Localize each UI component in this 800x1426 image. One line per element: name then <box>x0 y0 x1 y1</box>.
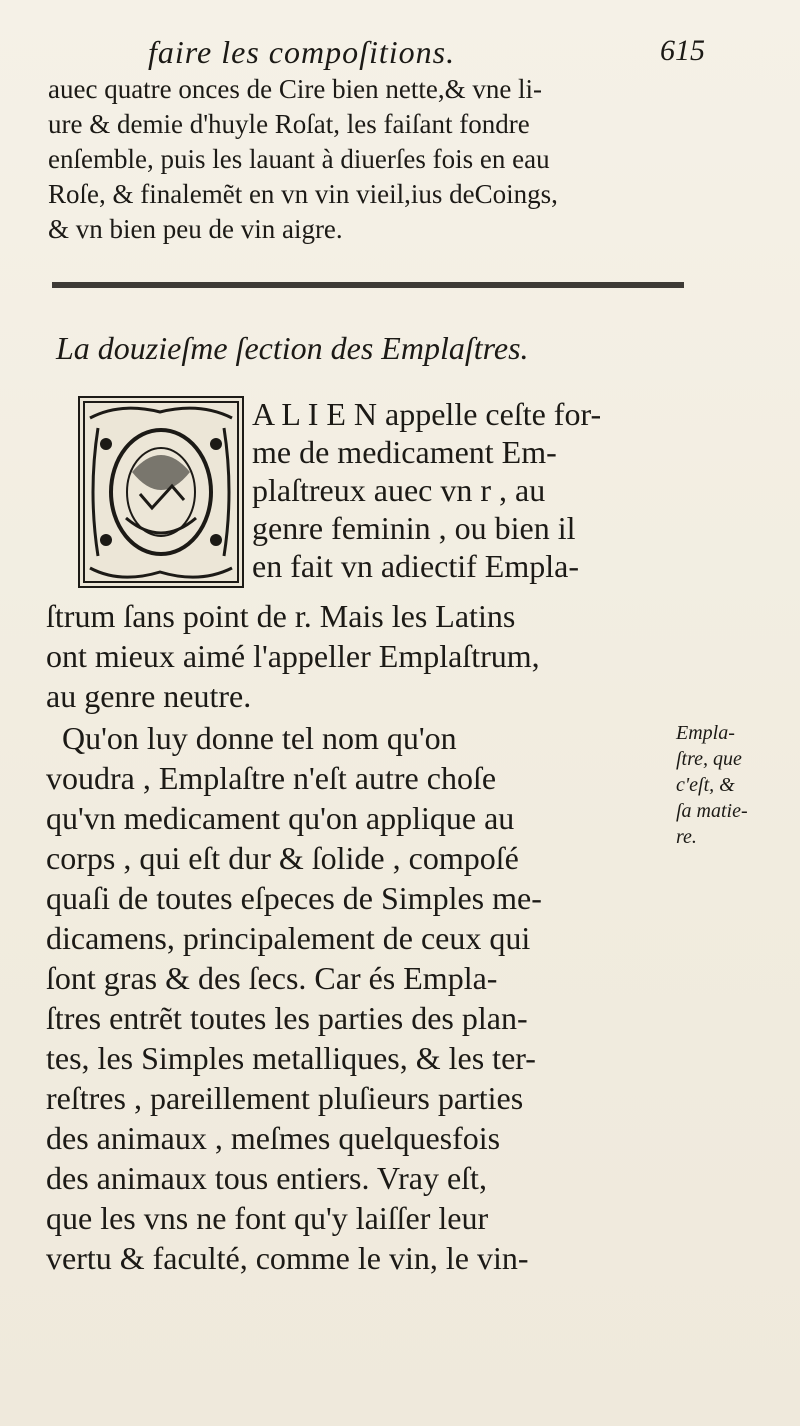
text-line: plaſtreux auec vn r , au <box>252 472 546 508</box>
margin-note-line: ſa matie- <box>676 800 748 822</box>
text-line: corps , qui eſt dur & ſolide , compoſé <box>46 840 519 876</box>
text-line: & vn bien peu de vin aigre. <box>48 214 343 244</box>
page-number: 615 <box>660 34 705 67</box>
text-line: dicamens, principalement de ceux qui <box>46 920 531 956</box>
margin-note-line: c'eſt, & <box>676 774 735 796</box>
text-line: ont mieux aimé l'appeller Emplaſtrum, <box>46 638 540 674</box>
text-line: A L I E N appelle ceſte for- <box>252 396 602 432</box>
text-line: tes, les Simples metalliques, & les ter- <box>46 1040 536 1076</box>
text-line: auec quatre onces de Cire bien nette,& vne li- <box>48 74 543 104</box>
text-line: enſemble, puis les lauant à diuerſes fois en eau <box>48 144 550 174</box>
text-line: me de medicament Em- <box>252 434 557 470</box>
margin-note <box>676 720 786 850</box>
text-line: au genre neutre. <box>46 678 252 714</box>
text-line: ſont gras & des ſecs. Car és Empla- <box>46 960 498 996</box>
margin-note-line: re. <box>676 826 697 848</box>
text-line: quaſi de toutes eſpeces de Simples me- <box>46 880 542 916</box>
text-line: genre feminin , ou bien il <box>252 510 576 546</box>
margin-note-line: ſtre, que <box>676 748 742 770</box>
text-line: des animaux tous entiers. Vray eſt, <box>46 1160 487 1196</box>
section-divider-rule <box>52 282 684 288</box>
text-line: des animaux , meſmes quelquesfois <box>46 1120 501 1156</box>
margin-note-line: Empla- <box>676 722 735 744</box>
text-line: voudra , Emplaſtre n'eſt autre choſe <box>46 760 497 796</box>
text-line: qu'vn medicament qu'on applique au <box>46 800 515 836</box>
text-line: Roſe, & finalemẽt en vn vin vieil,ius deCoings, <box>48 179 558 209</box>
continuation-paragraph <box>48 72 738 247</box>
running-head: faire les compoſitions. <box>148 34 456 70</box>
section-title: La douzieſme ſection des Emplaſtres. <box>56 330 529 366</box>
text-line: vertu & faculté, comme le vin, le vin- <box>46 1240 529 1276</box>
text-line: ure & demie d'huyle Roſat, les faiſant fondre <box>48 109 530 139</box>
text-line: que les vns ne font qu'y laiſſer leur <box>46 1200 489 1236</box>
text-line: ſtrum ſans point de r. Mais les Latins <box>46 598 516 634</box>
text-line: ſtres entrẽt toutes les parties des plan- <box>46 1000 528 1036</box>
text-line: Qu'on luy donne tel nom qu'on <box>62 720 457 756</box>
text-line: reſtres , pareillement pluſieurs parties <box>46 1080 524 1116</box>
decorated-initial-icon <box>78 396 244 588</box>
text-line: en fait vn adiectif Empla- <box>252 548 579 584</box>
